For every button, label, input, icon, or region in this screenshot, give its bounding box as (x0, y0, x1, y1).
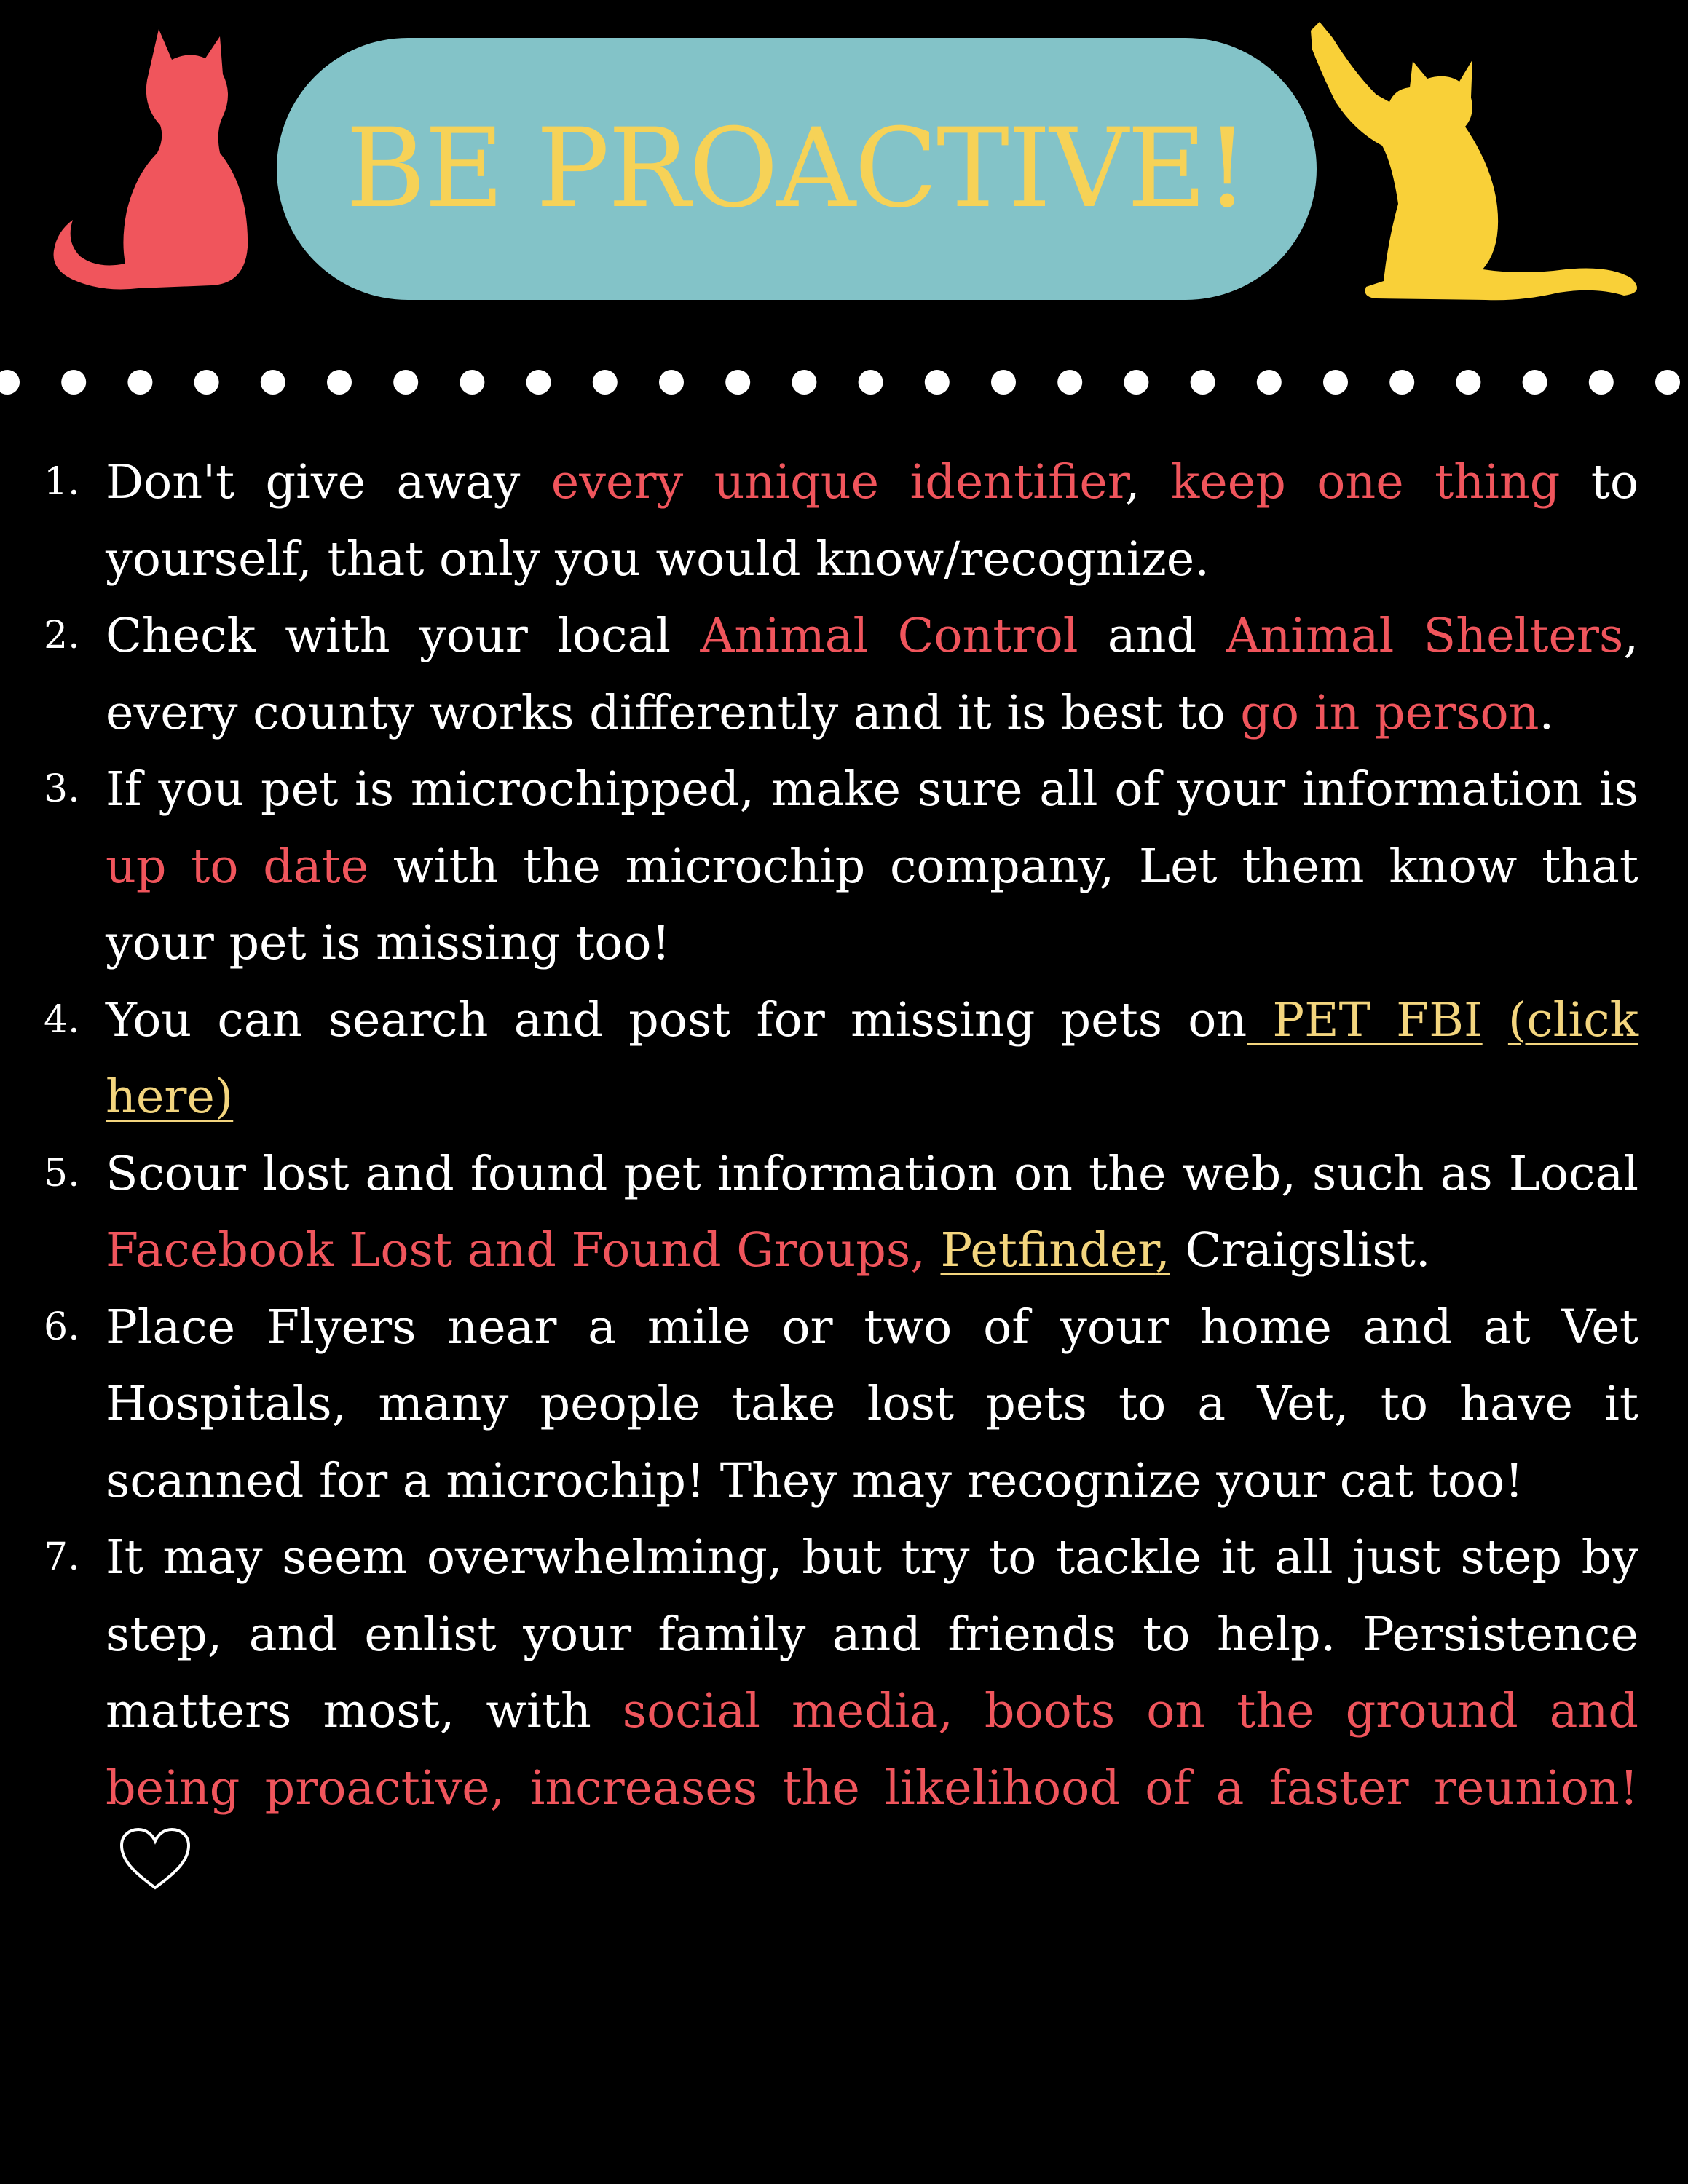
divider-dot (526, 370, 551, 395)
left-cat-silhouette (51, 29, 262, 298)
tip-text: Place Flyers near a mile or two of your home and at Vet Hospitals, many people take lost pets to a Vet, to have it scanned for a microchip! They may recognize your cat too! (106, 1299, 1638, 1508)
tip-text: , (1124, 455, 1171, 510)
divider-dot (393, 370, 418, 395)
tip-text: . (1539, 685, 1555, 740)
divider-dot (1456, 370, 1480, 395)
divider-dot (925, 370, 950, 395)
divider-dot (792, 370, 816, 395)
divider-dot (659, 370, 684, 395)
tip-highlight-text: every unique identifier (551, 455, 1125, 510)
tip-item (44, 1289, 1638, 1520)
divider-dot (725, 370, 750, 395)
tip-number: 5. (44, 1151, 80, 1195)
tip-link[interactable]: Petfinder (940, 1223, 1156, 1278)
tip-number: 6. (44, 1305, 80, 1349)
divider-dot (1323, 370, 1348, 395)
tip-text: , every county works differently and it is best to (106, 609, 1639, 740)
tip-highlight-text: go in person (1240, 685, 1539, 740)
divider-dot (1057, 370, 1082, 395)
tip-link[interactable]: , (1155, 1223, 1170, 1278)
tip-text: and (1078, 609, 1226, 663)
right-cat-shape (1311, 22, 1637, 300)
left-cat-shape (54, 29, 248, 290)
tip-text: You can search and post for missing pets on (106, 992, 1247, 1048)
divider-dot (1257, 370, 1282, 395)
divider-dot (1589, 370, 1614, 395)
divider-dot (1191, 370, 1215, 395)
tip-number: 1. (44, 460, 80, 504)
tip-item (44, 982, 1638, 1136)
tip-text: Craigslist. (1170, 1223, 1431, 1278)
divider-dot (593, 370, 618, 395)
divider-dot (327, 370, 352, 395)
divider-dot (1655, 370, 1680, 395)
divider-dot (127, 370, 152, 395)
tip-highlight-text: Animal Control (700, 609, 1078, 663)
divider-dot (261, 370, 285, 395)
tip-highlight-text: social media, boots on the ground and being proactive, increases the likelihood of a faster reunion! (106, 1684, 1639, 1816)
tip-link[interactable]: PET FBI (1247, 992, 1483, 1048)
heart-outline-icon (119, 1827, 192, 1892)
tip-number: 4. (44, 997, 80, 1042)
tip-text: If you pet is microchipped, make sure all of your information is (106, 762, 1638, 817)
tip-highlight-text: keep one thing (1170, 455, 1561, 510)
tip-highlight-text: Facebook Lost and Found Groups, (106, 1223, 941, 1278)
page-title: BE PROACTIVE! (345, 106, 1248, 232)
tip-text: Check with your local (106, 609, 701, 663)
tip-item (44, 1519, 1638, 1905)
tip-item (44, 598, 1638, 751)
tip-text: Scour lost and found pet information on the web, such as Local (106, 1146, 1638, 1201)
divider-dot (991, 370, 1016, 395)
tip-text: with the microchip company, Let them know that your pet is missing too! (106, 839, 1639, 970)
divider-dot (1124, 370, 1148, 395)
tip-link[interactable]: (click here) (106, 992, 1639, 1124)
tip-number: 3. (44, 767, 80, 811)
tips-list (44, 444, 1638, 1905)
tip-item (44, 751, 1638, 982)
tip-text: It may seem overwhelming, but try to tackle it all just step by step, and enlist your family and friends to help. Persistence matters most, with (106, 1530, 1638, 1738)
tip-highlight-text: up to date (106, 839, 369, 894)
divider-dot (1523, 370, 1547, 395)
tip-number: 7. (44, 1535, 80, 1579)
divider-dot (0, 370, 20, 395)
tip-number: 2. (44, 614, 80, 657)
tip-highlight-text: Animal Shelters (1226, 609, 1624, 663)
tip-text (1483, 993, 1508, 1048)
divider-dot (194, 370, 219, 395)
tip-item (44, 444, 1638, 598)
divider-dot (61, 370, 86, 395)
tip-item (44, 1136, 1638, 1289)
divider-dot (460, 370, 484, 395)
tip-text: to yourself, that only you would know/recognize. (106, 455, 1638, 587)
title-banner (277, 38, 1317, 300)
tip-text: Don't give away (106, 455, 551, 510)
divider-dot (859, 370, 883, 395)
dotted-divider (0, 366, 1688, 398)
right-cat-silhouette (1304, 22, 1646, 306)
divider-dot (1389, 370, 1414, 395)
